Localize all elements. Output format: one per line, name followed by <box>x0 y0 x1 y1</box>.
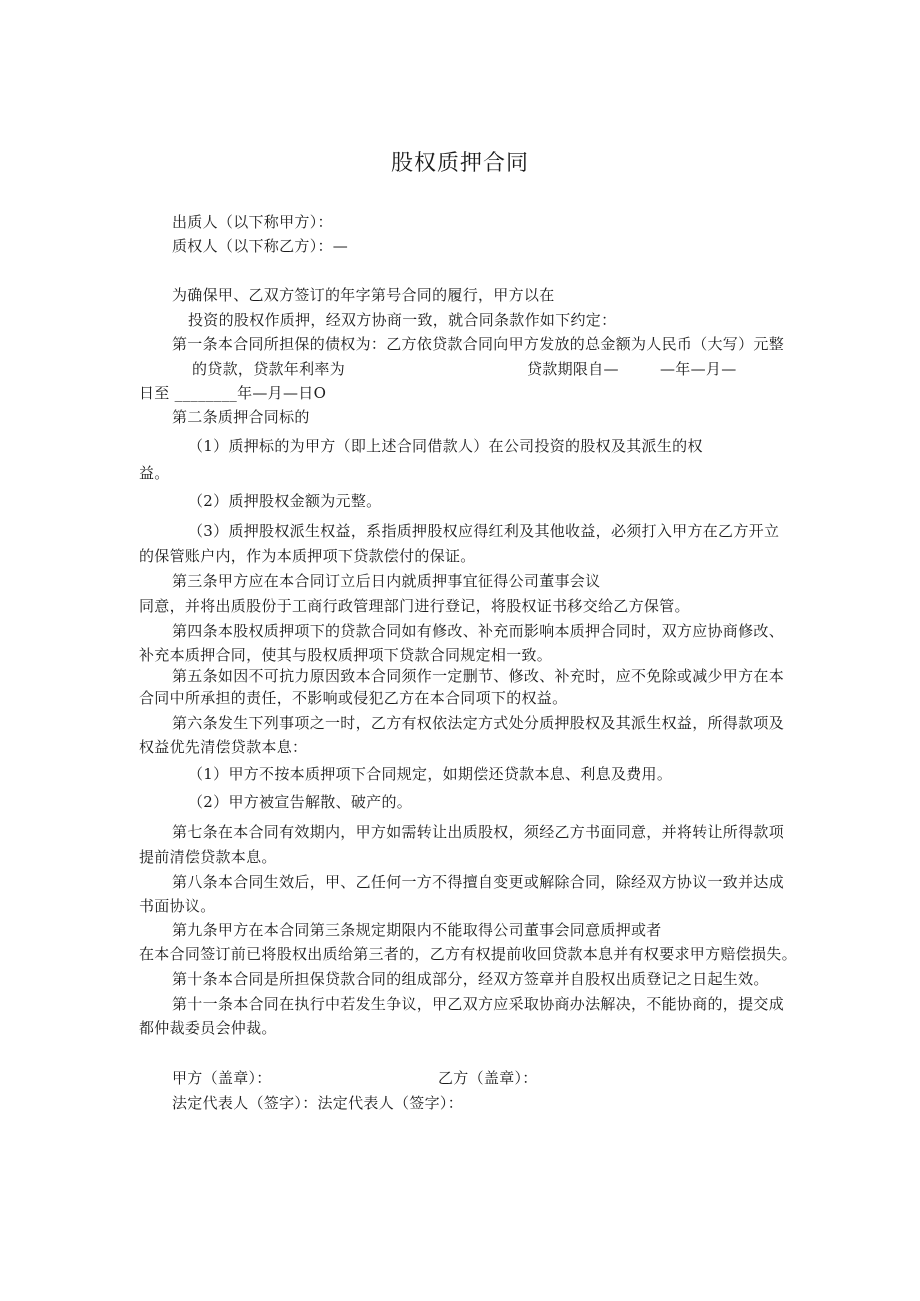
article-1-line-1: 第一条本合同所担保的债权为：乙方依贷款合同向甲方发放的总金额为人民币（大写）元整 <box>172 335 785 353</box>
article-4-line-1: 第四条本股权质押项下的贷款合同如有修改、补充而影响本质押合同时，双方应协商修改、 <box>172 622 785 640</box>
party-a-seal: 甲方（盖章）： <box>172 1069 272 1087</box>
article-2-item-3-line-2: 的保管账户内，作为本质押项下贷款偿付的保证。 <box>139 547 476 565</box>
pledgee-line: 质权人（以下称乙方）：— <box>172 237 349 255</box>
article-1-line-2b: 贷款期限自— <box>527 360 619 378</box>
article-8-line-1: 第八条本合同生效后，甲、乙任何一方不得擅自变更或解除合同，除经双方协议一致并达成 <box>172 873 785 891</box>
article-6-item-2: （2）甲方被宣告解散、破产的。 <box>188 793 413 811</box>
intro-line-2: 投资的股权作质押，经双方协商一致，就合同条款作如下约定： <box>188 311 617 329</box>
article-2-item-1-line-1: （1）质押标的为甲方（即上述合同借款人）在公司投资的股权及其派生的权 <box>188 437 703 455</box>
article-2-heading: 第二条质押合同标的 <box>172 408 310 426</box>
intro-line-1: 为确保甲、乙双方签订的年字第号合同的履行，甲方以在 <box>172 286 555 304</box>
article-3-line-1: 第三条甲方应在本合同订立后日内就质押事宜征得公司董事会议 <box>172 572 601 590</box>
article-5-line-1: 第五条如因不可抗力原因致本合同须作一定删节、修改、补充时，应不免除或减少甲方在本 <box>172 667 785 685</box>
article-2-item-1-line-2: 益。 <box>139 464 170 482</box>
article-7-line-2: 提前清偿贷款本息。 <box>139 848 277 866</box>
article-1-line-2a: 的贷款，贷款年利率为 <box>192 360 346 378</box>
legal-representatives: 法定代表人（签字）：法定代表人（签字）： <box>172 1094 464 1112</box>
article-9-line-2: 在本合同签订前已将股权出质给第三者的，乙方有权提前收回贷款本息并有权要求甲方赔偿损失。 <box>139 945 797 963</box>
article-10-line-1: 第十条本合同是所担保贷款合同的组成部分，经双方签章并自股权出质登记之日起生效。 <box>172 970 769 988</box>
article-1-line-2c: —年—月— <box>660 360 737 378</box>
article-6-line-1: 第六条发生下列事项之一时，乙方有权依法定方式处分质押股权及其派生权益，所得款项及 <box>172 714 785 732</box>
article-4-line-2: 补充本质押合同，使其与股权质押项下贷款合同规定相一致。 <box>139 646 553 664</box>
article-2-item-2: （2）质押股权金额为元整。 <box>188 492 382 510</box>
article-6-item-1: （1）甲方不按本质押项下合同规定，如期偿还贷款本息、利息及费用。 <box>188 765 673 783</box>
article-5-line-2: 合同中所承担的责任，不影响或侵犯乙方在本合同项下的权益。 <box>139 689 568 707</box>
article-9-line-1: 第九条甲方在本合同第三条规定期限内不能取得公司董事会同意质押或者 <box>172 921 662 939</box>
pledgor-line: 出质人（以下称甲方）： <box>172 213 333 231</box>
party-b-seal: 乙方（盖章）： <box>438 1069 538 1087</box>
article-7-line-1: 第七条在本合同有效期内，甲方如需转让出质股权，须经乙方书面同意，并将转让所得款项 <box>172 823 785 841</box>
article-6-line-2: 权益优先清偿贷款本息： <box>139 738 308 756</box>
article-11-line-2: 都仲裁委员会仲裁。 <box>139 1019 277 1037</box>
article-3-line-2: 同意，并将出质股份于工商行政管理部门进行登记，将股权证书移交给乙方保管。 <box>139 597 690 615</box>
article-1-line-3: 日至 ________年—月—日O <box>139 384 327 402</box>
article-11-line-1: 第十一条本合同在执行中若发生争议，甲乙双方应采取协商办法解决，不能协商的，提交成 <box>172 995 785 1013</box>
article-2-item-3-line-1: （3）质押股权派生权益，系指质押股权应得红利及其他收益，必须打入甲方在乙方开立 <box>188 522 780 540</box>
article-8-line-2: 书面协议。 <box>139 897 216 915</box>
document-title: 股权质押合同 <box>390 151 529 176</box>
